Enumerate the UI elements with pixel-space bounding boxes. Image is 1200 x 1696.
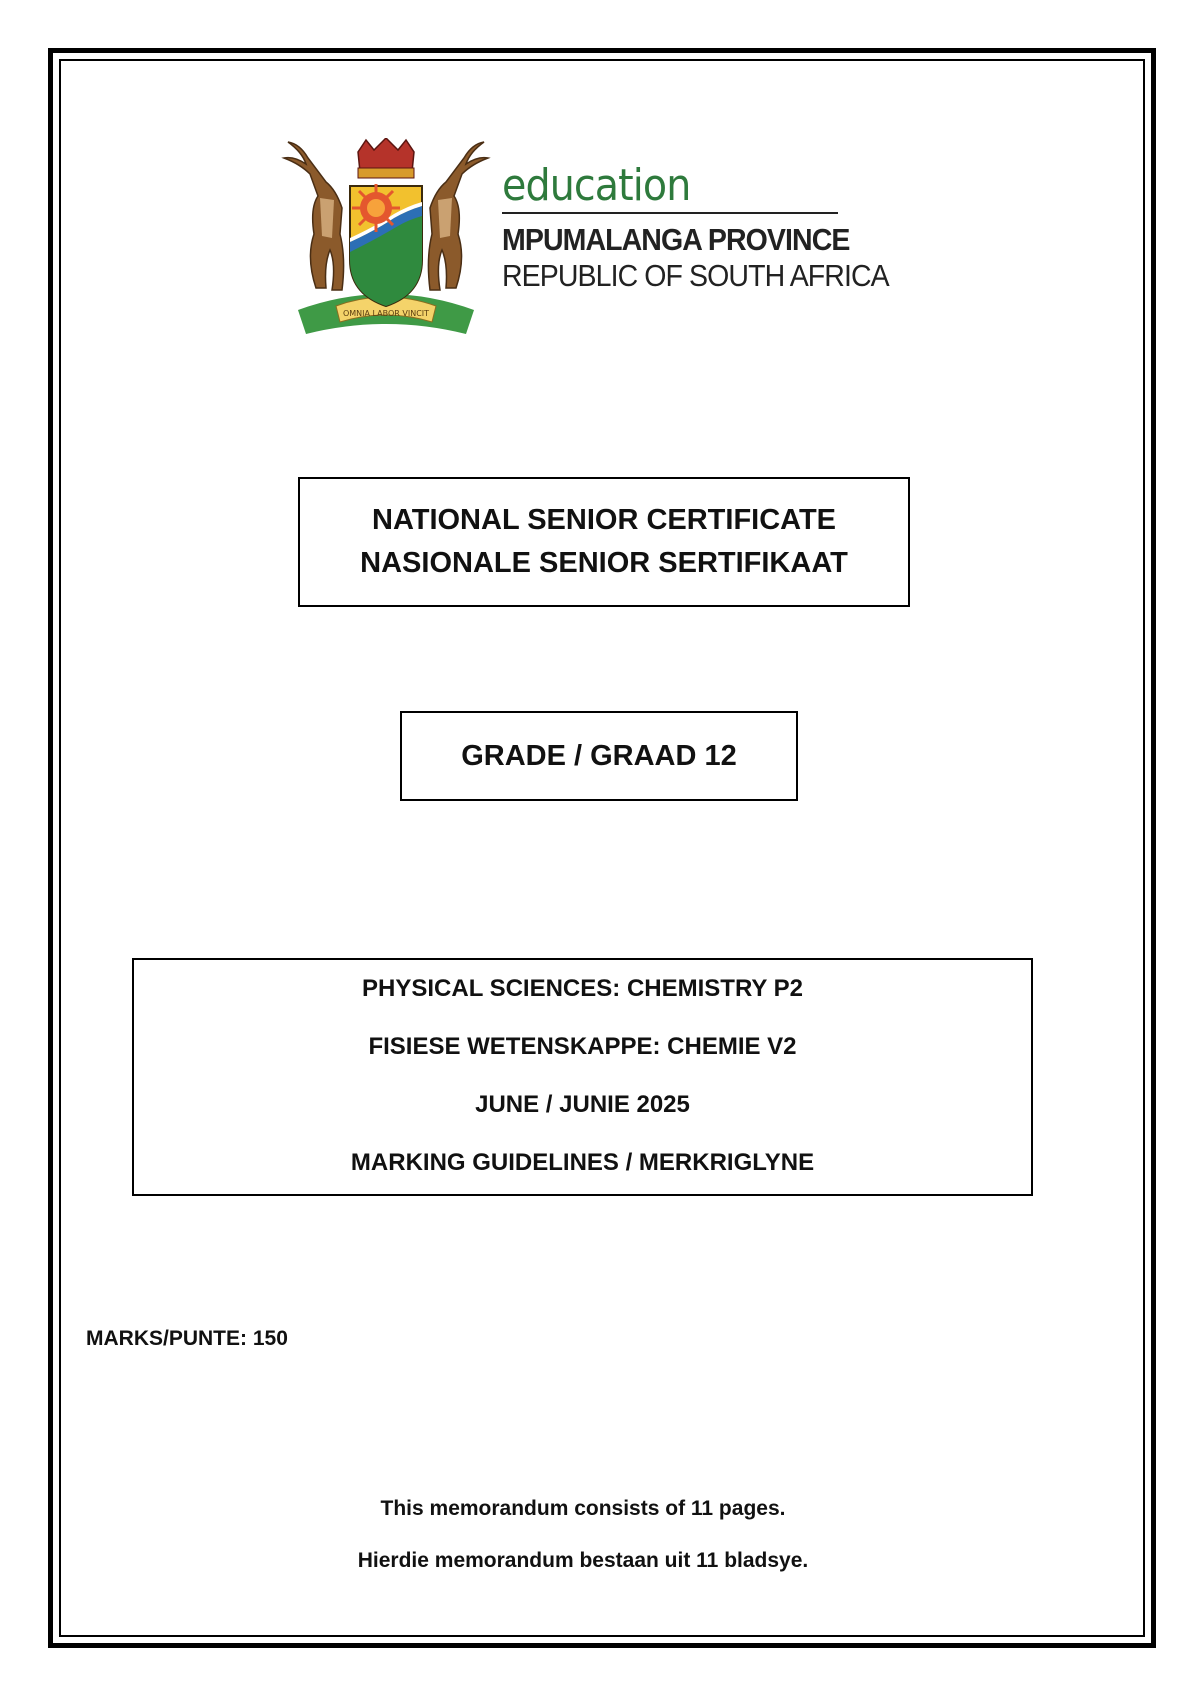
page-count-english: This memorandum consists of 11 pages. bbox=[380, 1497, 786, 1520]
total-marks: MARKS/PUNTE: 150 bbox=[86, 1327, 288, 1350]
grade-label: GRADE / GRAAD 12 bbox=[461, 740, 737, 772]
page-count-afrikaans: Hierdie memorandum bestaan uit 11 bladsye. bbox=[357, 1549, 809, 1572]
certificate-box bbox=[298, 477, 910, 607]
logo-text bbox=[502, 160, 889, 294]
subject-box bbox=[132, 958, 1033, 1196]
department-logo bbox=[280, 132, 889, 352]
logo-province: MPUMALANGA PROVINCE bbox=[502, 222, 850, 257]
logo-education-word: education bbox=[502, 160, 691, 211]
subject-english: PHYSICAL SCIENCES: CHEMISTRY P2 bbox=[362, 975, 803, 1002]
motto-text: OMNIA LABOR VINCIT bbox=[342, 309, 430, 318]
document-type: MARKING GUIDELINES / MERKRIGLYNE bbox=[350, 1149, 815, 1176]
logo-divider bbox=[502, 212, 838, 214]
coat-of-arms-icon bbox=[280, 138, 492, 348]
subject-afrikaans: FISIESE WETENSKAPPE: CHEMIE V2 bbox=[368, 1033, 797, 1060]
certificate-title-english: NATIONAL SENIOR CERTIFICATE bbox=[372, 504, 836, 536]
logo-country: REPUBLIC OF SOUTH AFRICA bbox=[502, 258, 889, 293]
exam-date: JUNE / JUNIE 2025 bbox=[475, 1091, 690, 1118]
certificate-title-afrikaans: NASIONALE SENIOR SERTIFIKAAT bbox=[360, 547, 848, 579]
grade-box bbox=[400, 711, 798, 801]
